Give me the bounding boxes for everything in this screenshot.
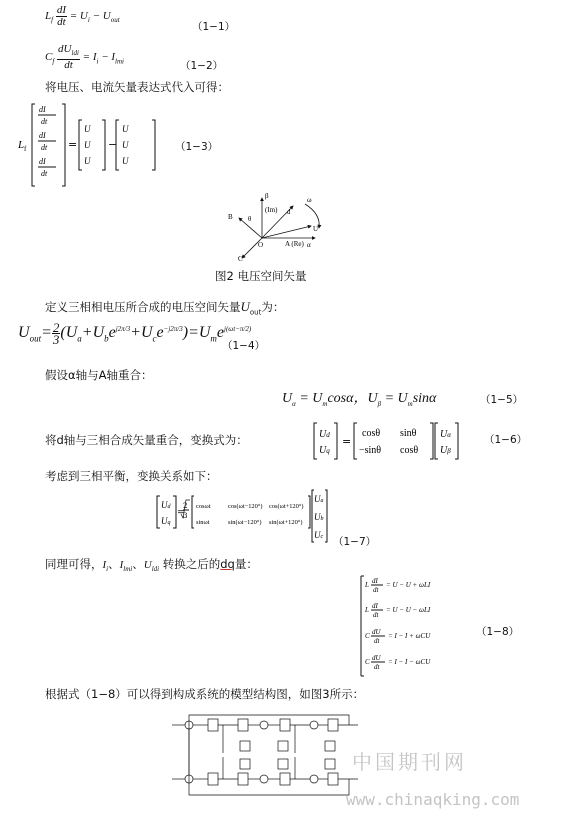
svg-text:C: C xyxy=(365,658,370,666)
svg-text:sin(ωt+120°): sin(ωt+120°) xyxy=(269,519,303,526)
equation-1-1: $L_f$ $\frac{dI}{dt}$ = $U_i - U_{out}$ xyxy=(45,4,120,28)
svg-text:= U − U − ωLI: = U − U − ωLI xyxy=(386,606,431,614)
svg-text:cosθ: cosθ xyxy=(400,445,419,456)
equation-number: （1−2） xyxy=(180,60,224,72)
svg-text:β: β xyxy=(265,192,269,200)
svg-text:d: d xyxy=(287,208,291,216)
svg-text:C: C xyxy=(238,255,243,262)
svg-text:= I − I + ωCU: = I − I + ωCU xyxy=(388,632,431,640)
svg-text:cosθ: cosθ xyxy=(362,428,381,439)
svg-text:ω: ω xyxy=(307,196,312,204)
equation-1-2: $C_f$ $\frac{dU_{ldi}}{dt}$ = $I_i - I_{lmi}$ xyxy=(45,43,124,72)
svg-text:A (Re): A (Re) xyxy=(285,240,304,248)
equation-number: （1−8） xyxy=(476,626,520,638)
paragraph-text: 将d轴与三相合成矢量重合，变换式为： xyxy=(45,433,248,447)
svg-text:sin(ωt−120°): sin(ωt−120°) xyxy=(228,519,262,526)
svg-text:−: − xyxy=(108,138,118,151)
watermark-brand: 中国期刊网 xyxy=(352,750,467,774)
svg-text:L: L xyxy=(365,581,369,589)
svg-text:3: 3 xyxy=(183,512,188,520)
svg-text:dt: dt xyxy=(373,611,379,619)
svg-text:= I − I − ωCU: = I − I − ωCU xyxy=(388,658,431,666)
svg-text:dt: dt xyxy=(373,586,379,594)
svg-text:Ud: Ud xyxy=(319,429,330,440)
svg-text:Uc: Uc xyxy=(314,530,324,540)
svg-text:θ: θ xyxy=(248,215,252,223)
paragraph-text: 将电压、电流矢量表达式代入可得： xyxy=(45,80,229,94)
svg-text:dU: dU xyxy=(372,628,381,636)
watermark-url: www.chinaqking.com xyxy=(346,790,520,809)
svg-text:Uq: Uq xyxy=(161,516,171,526)
svg-text:Uα: Uα xyxy=(440,429,451,440)
paragraph-text: 根据式（1−8）可以得到构成系统的模型结构图，如图3所示： xyxy=(45,687,365,701)
system-block-diagram xyxy=(160,707,370,807)
equation-number: （1−6） xyxy=(484,434,528,446)
svg-text:dI: dI xyxy=(39,157,46,166)
svg-text:U: U xyxy=(84,140,91,150)
svg-text:dU: dU xyxy=(372,654,381,662)
svg-text:Ua: Ua xyxy=(314,494,324,504)
paragraph-text: 假设α轴与A轴重合： xyxy=(45,368,153,382)
svg-text:dt: dt xyxy=(41,169,48,178)
equation-1-7 xyxy=(155,488,335,546)
svg-text:dI: dI xyxy=(372,602,378,610)
svg-text:dt: dt xyxy=(374,663,380,671)
svg-text:(Im): (Im) xyxy=(265,206,278,214)
paragraph-text: 考虑到三相平衡，变换关系如下： xyxy=(45,469,218,483)
svg-text:L: L xyxy=(18,139,25,151)
svg-text:dt: dt xyxy=(374,637,380,645)
svg-text:dI: dI xyxy=(372,577,378,585)
equation-number: （1−1） xyxy=(192,21,236,33)
svg-text:U: U xyxy=(122,124,129,134)
svg-text:C: C xyxy=(365,632,370,640)
equation-number: （1−3） xyxy=(175,141,219,153)
svg-text:O: O xyxy=(258,241,264,249)
svg-text:α: α xyxy=(307,241,311,249)
equation-1-8 xyxy=(355,572,485,680)
svg-text:dI: dI xyxy=(39,105,46,114)
svg-text:sinθ: sinθ xyxy=(400,428,417,439)
svg-text:U: U xyxy=(122,140,129,150)
svg-text:2: 2 xyxy=(183,502,188,510)
equation-1-4: $U_{out}=$ $\frac{2}{3}$ $(U_a+U_be^{j2\pi/3}+U_ce^{-j2\pi/3})=U_me^{j(\omega t-\pi/2)}$ xyxy=(18,320,252,347)
svg-text:Uβ: Uβ xyxy=(440,445,451,456)
svg-text:U: U xyxy=(84,156,91,166)
equation-1-6 xyxy=(312,420,460,462)
svg-text:f: f xyxy=(24,145,27,153)
svg-text:Ub: Ub xyxy=(314,512,324,522)
svg-text:= U − U + ωLI: = U − U + ωLI xyxy=(386,581,431,589)
svg-text:Ud: Ud xyxy=(161,500,171,510)
svg-text:sinωt: sinωt xyxy=(196,519,210,526)
svg-text:cosωt: cosωt xyxy=(196,503,211,510)
svg-text:−sinθ: −sinθ xyxy=(359,445,382,456)
svg-text:Uq: Uq xyxy=(319,445,330,456)
svg-text:dI: dI xyxy=(39,131,46,140)
equation-number: （1−4） xyxy=(222,340,266,352)
svg-text:L: L xyxy=(365,606,369,614)
voltage-space-vector-figure xyxy=(225,190,330,262)
svg-text:=: = xyxy=(342,435,352,448)
equation-number: （1−7） xyxy=(333,536,377,548)
svg-text:cos(ωt−120°): cos(ωt−120°) xyxy=(228,503,263,510)
svg-text:cos(ωt+120°): cos(ωt+120°) xyxy=(269,503,304,510)
svg-text:dt: dt xyxy=(41,143,48,152)
paragraph-text: 定义三相相电压所合成的电压空间矢量$U_{out}$为： xyxy=(45,299,285,317)
svg-text:dt: dt xyxy=(41,117,48,126)
svg-text:B: B xyxy=(228,213,233,221)
svg-text:U: U xyxy=(84,124,91,134)
equation-number: （1−5） xyxy=(480,394,524,406)
svg-text:=: = xyxy=(68,138,78,151)
equation-1-5: $U_\alpha = U_m\cos\alpha$，$U_\beta = U_m\sin\alpha$ xyxy=(282,391,437,408)
svg-text:U: U xyxy=(122,156,129,166)
figure-caption: 图2 电压空间矢量 xyxy=(215,269,307,283)
paragraph-text: 同理可得，$I_i$、$I_{lmi}$、$U_{ldi}$ 转换之后的dq量： xyxy=(45,557,258,574)
svg-text:=: = xyxy=(177,508,185,518)
svg-text:U: U xyxy=(313,225,319,233)
